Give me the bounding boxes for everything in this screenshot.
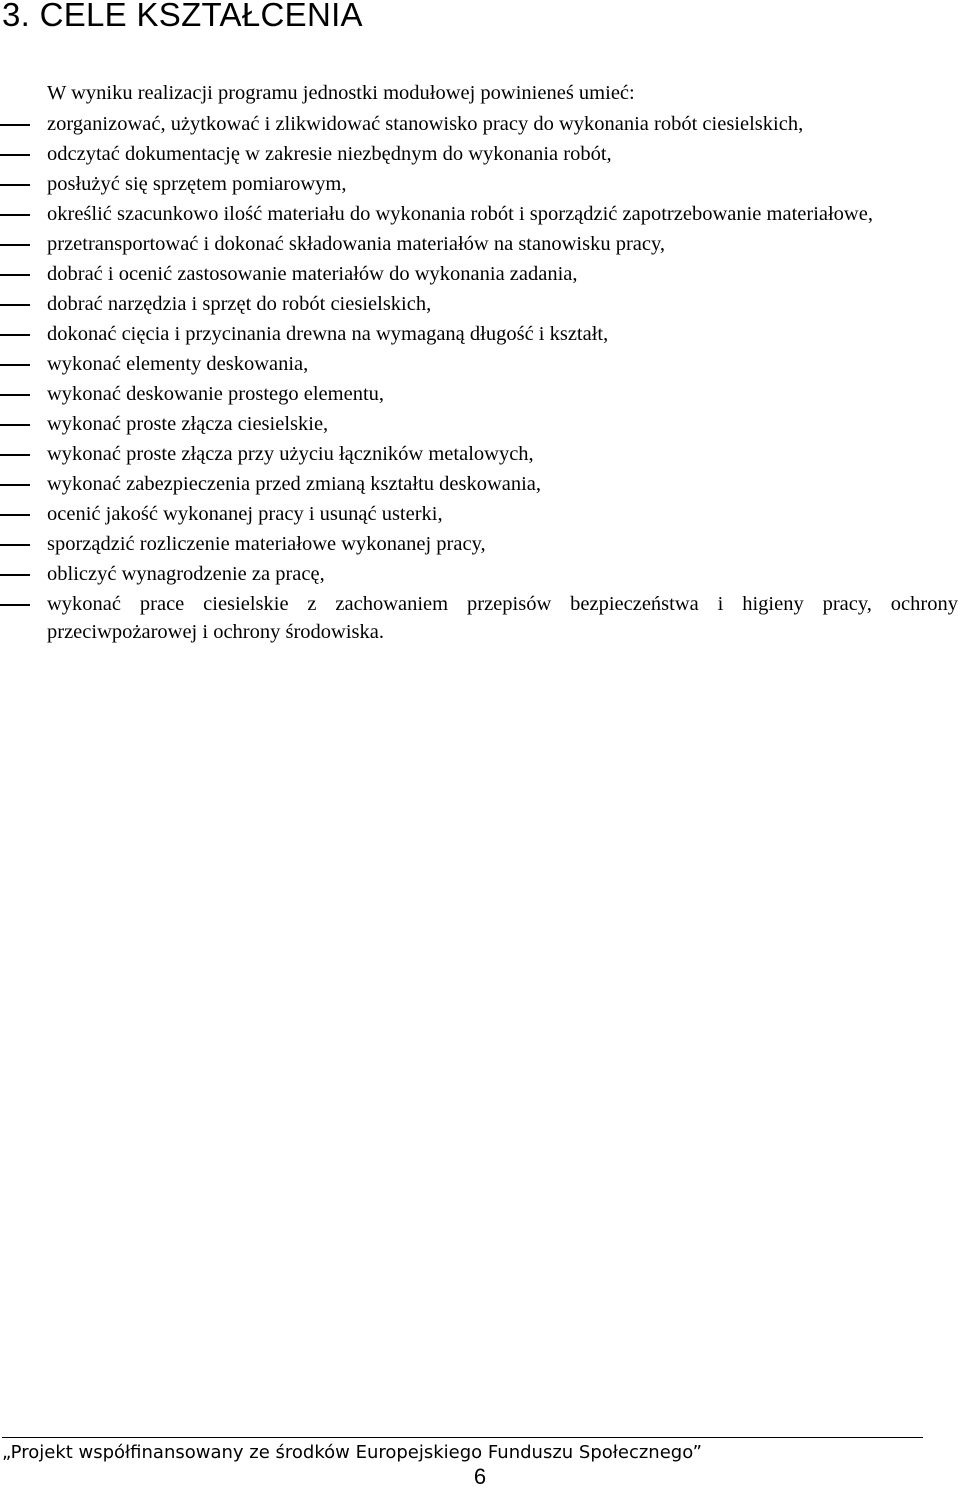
section-heading: 3. CELE KSZTAŁCENIA [2,0,363,33]
goal-item [0,110,958,138]
goal-text: dobrać i ocenić zastosowanie materiałów do wykonania zadania, [47,263,578,285]
dash-bullet-icon [0,334,30,336]
goal-text: dokonać cięcia i przycinania drewna na wymaganą długość i kształt, [47,323,609,345]
goal-text: wykonać zabezpieczenia przed zmianą kształtu deskowania, [47,473,542,495]
goal-item [0,530,958,558]
goal-item [0,170,958,198]
goal-text: wykonać proste złącza ciesielskie, [47,413,329,435]
dash-bullet-icon [0,124,30,126]
goal-item [0,140,958,168]
dash-bullet-icon [0,604,30,606]
goal-text: dobrać narzędzia i sprzęt do robót ciesielskich, [47,293,432,315]
learning-goals-list [0,110,958,648]
goal-item [0,560,958,588]
dash-bullet-icon [0,214,30,216]
goal-text: wykonać deskowanie prostego elementu, [47,383,385,405]
goal-item [0,500,958,528]
dash-bullet-icon [0,424,30,426]
goal-item [0,350,958,378]
dash-bullet-icon [0,574,30,576]
goal-item [0,290,958,318]
dash-bullet-icon [0,184,30,186]
dash-bullet-icon [0,304,30,306]
goal-item [0,320,958,348]
goal-text: określić szacunkowo ilość materiału do wykonania robót i sporządzić zapotrzebowanie materiałowe, [47,203,873,225]
goal-item [0,410,958,438]
goal-item [0,260,958,288]
dash-bullet-icon [0,394,30,396]
goal-text: przetransportować i dokonać składowania materiałów na stanowisku pracy, [47,233,666,255]
dash-bullet-icon [0,244,30,246]
dash-bullet-icon [0,274,30,276]
dash-bullet-icon [0,364,30,366]
goal-item [0,200,958,228]
goal-text: obliczyć wynagrodzenie za pracę, [47,563,325,585]
dash-bullet-icon [0,484,30,486]
page-number: 6 [473,1464,487,1489]
goal-text: zorganizować, użytkować i zlikwidować stanowisko pracy do wykonania robót ciesielskich, [47,113,804,135]
goal-text: sporządzić rozliczenie materiałowe wykonanej pracy, [47,533,486,555]
goal-text: wykonać proste złącza przy użyciu łączników metalowych, [47,443,534,465]
goal-item [0,380,958,408]
goal-text: ocenić jakość wykonanej pracy i usunąć usterki, [47,503,443,525]
dash-bullet-icon [0,454,30,456]
goal-item [0,470,958,498]
goal-text: posłużyć się sprzętem pomiarowym, [47,173,347,195]
goal-item [0,590,958,646]
goal-text: wykonać elementy deskowania, [47,353,309,375]
dash-bullet-icon [0,154,30,156]
goal-item [0,440,958,468]
dash-bullet-icon [0,544,30,546]
footer-project-note: „Projekt współfinansowany ze środków Europejskiego Funduszu Społecznego” [2,1442,702,1463]
footer-divider [2,1437,923,1438]
goal-text: wykonać prace ciesielskie z zachowaniem przepisów bezpieczeństwa i higieny pracy, ochrony przeciwpożarowej i ochrony środowiska. [47,593,958,643]
goal-item [0,230,958,258]
goal-text: odczytać dokumentację w zakresie niezbędnym do wykonania robót, [47,143,612,165]
intro-text: W wyniku realizacji programu jednostki modułowej powinieneś umieć: [47,82,635,104]
dash-bullet-icon [0,514,30,516]
